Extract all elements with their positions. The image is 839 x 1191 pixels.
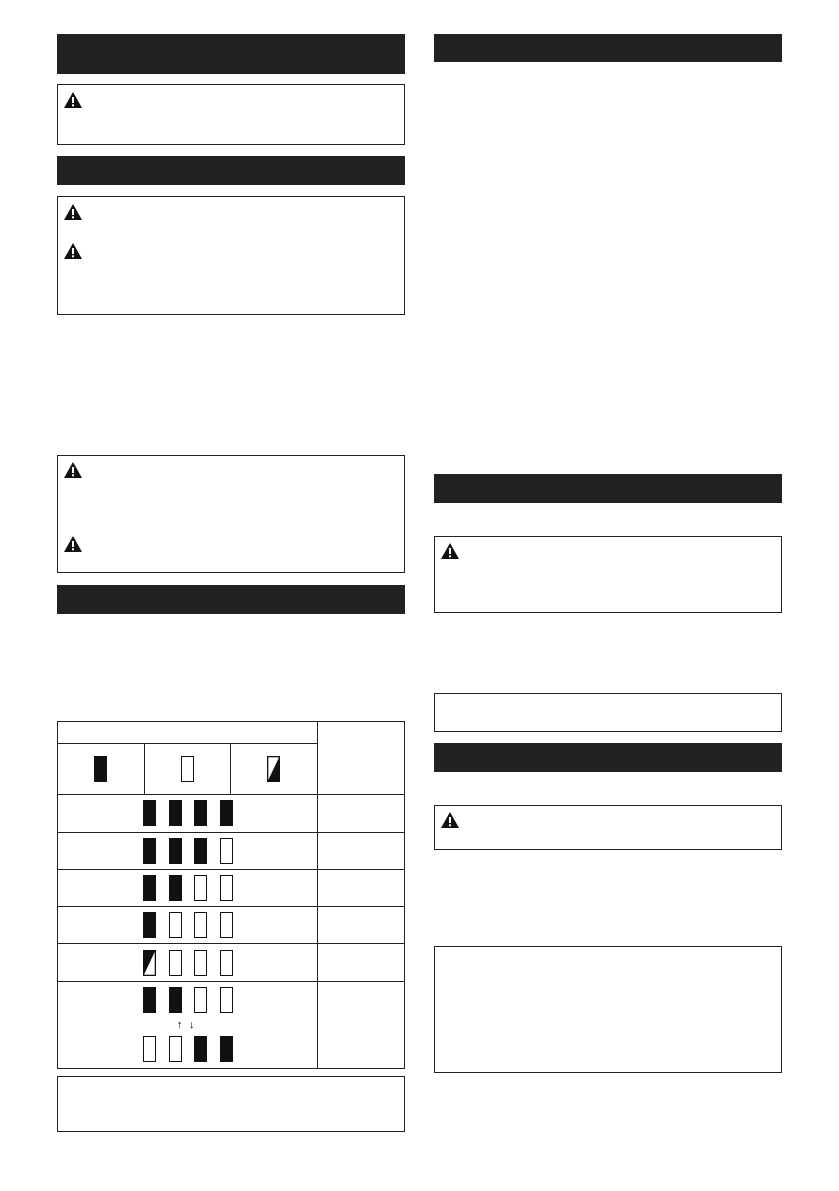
note-box-2 bbox=[434, 693, 782, 732]
lamp-off-icon bbox=[220, 875, 233, 901]
lamp-off-icon bbox=[220, 838, 233, 864]
table-divider bbox=[58, 869, 405, 870]
caution-box-5 bbox=[434, 805, 782, 850]
lamp-lit-icon bbox=[169, 800, 182, 826]
arrow-down-icon: ↓ bbox=[189, 1019, 195, 1031]
table-divider bbox=[58, 743, 317, 744]
lamp-off-icon bbox=[220, 912, 233, 938]
warning-triangle-icon bbox=[64, 462, 82, 478]
lamp-off-icon bbox=[220, 950, 233, 976]
table-divider bbox=[58, 832, 405, 833]
warning-triangle-icon bbox=[441, 812, 459, 828]
table-divider bbox=[58, 794, 405, 795]
section-header-bar-1 bbox=[57, 34, 405, 74]
lamp-off-icon bbox=[181, 756, 194, 782]
lamp-lit-icon bbox=[194, 800, 207, 826]
section-header-bar-3 bbox=[57, 585, 405, 614]
table-divider bbox=[144, 743, 145, 794]
lamp-lit-icon bbox=[94, 756, 107, 782]
lamp-lit-icon bbox=[143, 838, 156, 864]
warning-triangle-icon bbox=[64, 536, 82, 552]
lamp-lit-icon bbox=[143, 912, 156, 938]
lamp-off-icon bbox=[143, 1036, 156, 1062]
lamp-off-icon bbox=[194, 950, 207, 976]
lamp-lit-icon bbox=[169, 987, 182, 1013]
warning-triangle-icon bbox=[64, 243, 82, 259]
lamp-lit-icon bbox=[169, 838, 182, 864]
caution-box-3 bbox=[57, 455, 405, 573]
warning-triangle-icon bbox=[64, 92, 82, 108]
lamp-lit-icon bbox=[143, 987, 156, 1013]
lamp-blinking-icon bbox=[267, 756, 280, 782]
caution-box-2 bbox=[57, 196, 405, 315]
lamp-lit-icon bbox=[194, 1036, 207, 1062]
table-divider bbox=[317, 722, 318, 1069]
lamp-blinking-icon bbox=[143, 950, 156, 976]
warning-triangle-icon bbox=[64, 204, 82, 220]
table-divider bbox=[58, 981, 405, 982]
caution-box-4 bbox=[434, 536, 782, 613]
lamp-off-icon bbox=[169, 1036, 182, 1062]
lamp-lit-icon bbox=[169, 875, 182, 901]
lamp-off-icon bbox=[194, 875, 207, 901]
note-box-1 bbox=[57, 1076, 405, 1132]
table-divider bbox=[58, 943, 405, 944]
lamp-off-icon bbox=[220, 987, 233, 1013]
arrow-up-icon: ↑ bbox=[177, 1019, 183, 1031]
lamp-lit-icon bbox=[194, 838, 207, 864]
lamp-lit-icon bbox=[143, 800, 156, 826]
table-divider bbox=[58, 906, 405, 907]
section-header-bar-6 bbox=[434, 743, 782, 772]
caution-box-1 bbox=[57, 84, 405, 145]
section-header-bar-2 bbox=[57, 156, 405, 185]
lamp-lit-icon bbox=[220, 1036, 233, 1062]
lamp-lit-icon bbox=[220, 800, 233, 826]
warning-triangle-icon bbox=[441, 543, 459, 559]
lamp-off-icon bbox=[169, 912, 182, 938]
section-header-bar-4 bbox=[434, 34, 782, 62]
note-box-3 bbox=[434, 946, 782, 1073]
section-header-bar-5 bbox=[434, 474, 782, 503]
lamp-lit-icon bbox=[143, 875, 156, 901]
battery-indicator-table bbox=[57, 721, 405, 1069]
lamp-off-icon bbox=[194, 912, 207, 938]
lamp-off-icon bbox=[169, 950, 182, 976]
lamp-off-icon bbox=[194, 987, 207, 1013]
table-divider bbox=[230, 743, 231, 794]
